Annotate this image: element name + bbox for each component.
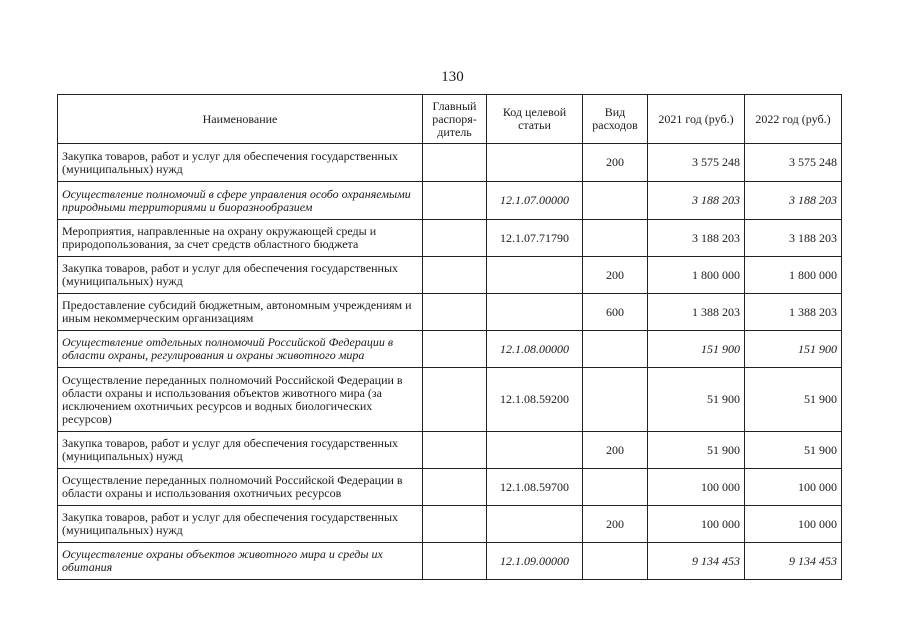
cell-expense-type — [583, 182, 648, 220]
cell-target-code: 12.1.07.71790 — [487, 220, 583, 257]
table-row — [58, 331, 842, 368]
table-row — [58, 432, 842, 469]
table-row — [58, 543, 842, 580]
cell-name: Осуществление переданных полномочий Российской Федерации в области охраны и использования охотничьих ресурсов — [58, 469, 423, 506]
cell-manager — [423, 144, 487, 182]
header-year-2022: 2022 год (руб.) — [745, 95, 842, 144]
cell-amount-2021: 9 134 453 — [648, 543, 745, 580]
table-row — [58, 469, 842, 506]
cell-expense-type — [583, 368, 648, 432]
budget-table — [57, 94, 842, 580]
cell-manager — [423, 432, 487, 469]
cell-amount-2022: 100 000 — [745, 469, 842, 506]
cell-expense-type: 200 — [583, 506, 648, 543]
cell-target-code: 12.1.08.00000 — [487, 331, 583, 368]
cell-target-code: 12.1.07.00000 — [487, 182, 583, 220]
cell-expense-type — [583, 543, 648, 580]
cell-expense-type — [583, 220, 648, 257]
cell-manager — [423, 543, 487, 580]
cell-name: Закупка товаров, работ и услуг для обеспечения государственных (муниципальных) нужд — [58, 432, 423, 469]
table-row — [58, 220, 842, 257]
cell-amount-2021: 3 188 203 — [648, 182, 745, 220]
cell-expense-type: 200 — [583, 144, 648, 182]
cell-amount-2021: 100 000 — [648, 506, 745, 543]
cell-manager — [423, 182, 487, 220]
cell-name: Предоставление субсидий бюджетным, автономным учреждениям и иным некоммерческим организациям — [58, 294, 423, 331]
header-name: Наименование — [58, 95, 423, 144]
cell-amount-2021: 51 900 — [648, 432, 745, 469]
cell-name: Осуществление переданных полномочий Российской Федерации в области охраны и использования объектов животного мира (за исключением охотничьих ресурсов и водных биологических ресурсов) — [58, 368, 423, 432]
cell-target-code — [487, 506, 583, 543]
cell-name: Осуществление отдельных полномочий Российской Федерации в области охраны, регулирования и охраны животного мира — [58, 331, 423, 368]
cell-manager — [423, 506, 487, 543]
cell-expense-type: 200 — [583, 432, 648, 469]
table-row — [58, 368, 842, 432]
header-expense-type: Вид расходов — [583, 95, 648, 144]
cell-amount-2022: 3 188 203 — [745, 220, 842, 257]
table-row — [58, 182, 842, 220]
cell-target-code: 12.1.08.59200 — [487, 368, 583, 432]
table-row — [58, 257, 842, 294]
cell-name: Осуществление полномочий в сфере управления особо охраняемыми природными территориями и биоразнообразием — [58, 182, 423, 220]
cell-manager — [423, 331, 487, 368]
cell-manager — [423, 368, 487, 432]
cell-amount-2021: 1 800 000 — [648, 257, 745, 294]
cell-name: Закупка товаров, работ и услуг для обеспечения государственных (муниципальных) нужд — [58, 506, 423, 543]
table-row — [58, 506, 842, 543]
cell-expense-type — [583, 331, 648, 368]
cell-target-code: 12.1.08.59700 — [487, 469, 583, 506]
cell-amount-2022: 1 800 000 — [745, 257, 842, 294]
cell-manager — [423, 257, 487, 294]
header-year-2021: 2021 год (руб.) — [648, 95, 745, 144]
cell-amount-2022: 51 900 — [745, 432, 842, 469]
cell-manager — [423, 294, 487, 331]
cell-expense-type: 200 — [583, 257, 648, 294]
cell-target-code — [487, 432, 583, 469]
cell-amount-2022: 3 188 203 — [745, 182, 842, 220]
cell-target-code — [487, 257, 583, 294]
cell-target-code: 12.1.09.00000 — [487, 543, 583, 580]
cell-amount-2022: 151 900 — [745, 331, 842, 368]
cell-amount-2022: 51 900 — [745, 368, 842, 432]
header-manager: Главный распоря-дитель — [423, 95, 487, 144]
cell-amount-2021: 3 188 203 — [648, 220, 745, 257]
header-target-code: Код целевой статьи — [487, 95, 583, 144]
cell-amount-2022: 9 134 453 — [745, 543, 842, 580]
cell-amount-2022: 3 575 248 — [745, 144, 842, 182]
cell-amount-2022: 1 388 203 — [745, 294, 842, 331]
cell-amount-2022: 100 000 — [745, 506, 842, 543]
cell-amount-2021: 1 388 203 — [648, 294, 745, 331]
cell-expense-type: 600 — [583, 294, 648, 331]
cell-name: Закупка товаров, работ и услуг для обеспечения государственных (муниципальных) нужд — [58, 144, 423, 182]
cell-expense-type — [583, 469, 648, 506]
page-number: 130 — [441, 69, 464, 85]
cell-amount-2021: 3 575 248 — [648, 144, 745, 182]
cell-name: Мероприятия, направленные на охрану окружающей среды и природопользования, за счет средств областного бюджета — [58, 220, 423, 257]
cell-manager — [423, 469, 487, 506]
table-header-row — [58, 95, 842, 144]
cell-amount-2021: 100 000 — [648, 469, 745, 506]
cell-target-code — [487, 144, 583, 182]
cell-manager — [423, 220, 487, 257]
cell-target-code — [487, 294, 583, 331]
cell-name: Закупка товаров, работ и услуг для обеспечения государственных (муниципальных) нужд — [58, 257, 423, 294]
table-row — [58, 294, 842, 331]
cell-name: Осуществление охраны объектов животного мира и среды их обитания — [58, 543, 423, 580]
cell-amount-2021: 151 900 — [648, 331, 745, 368]
table-row — [58, 144, 842, 182]
cell-amount-2021: 51 900 — [648, 368, 745, 432]
